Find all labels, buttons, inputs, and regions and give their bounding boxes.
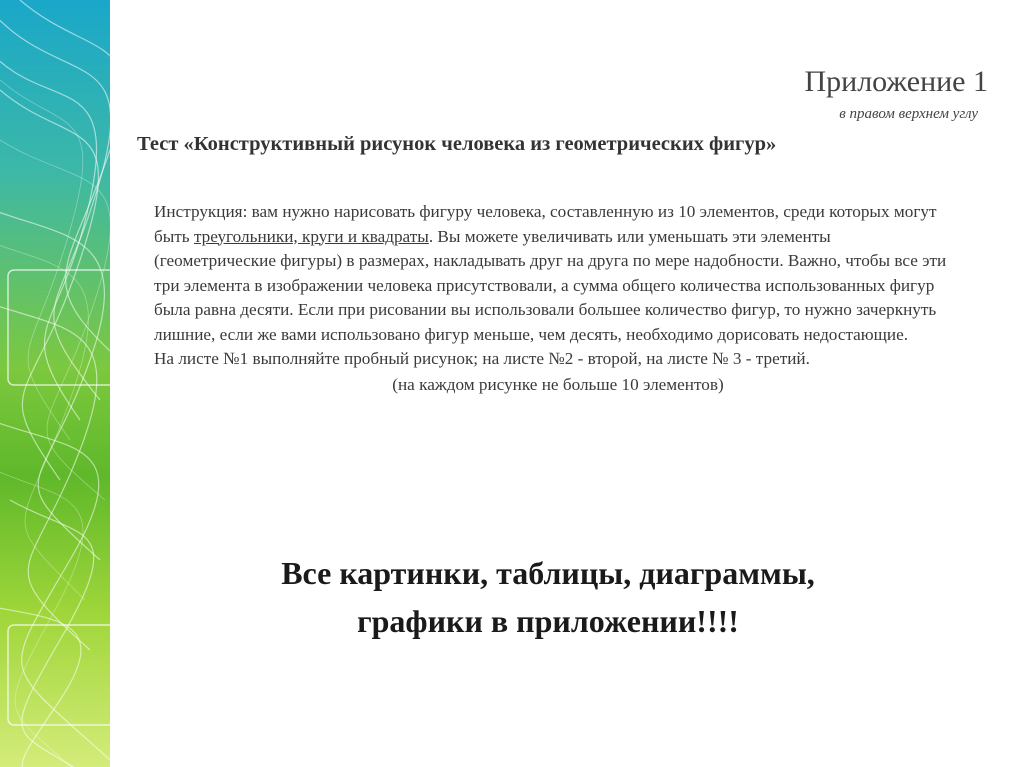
caption-line-1: Все картинки, таблицы, диаграммы, [281, 555, 815, 591]
slide-caption [110, 549, 986, 645]
instruction-underlined-shapes: треугольники, круги и квадраты [193, 226, 429, 246]
test-title: Тест «Конструктивный рисунок человека из геометрических фигур» [137, 133, 777, 155]
wave-pattern-icon [0, 0, 110, 767]
appendix-document [130, 60, 1000, 510]
appendix-title: Приложение 1 [804, 65, 988, 98]
instructions-block [154, 200, 954, 397]
instruction-paragraph [154, 200, 954, 347]
instruction-text-end: . Вы можете увеличивать или уменьшать эти элементы (геометрические фигуры) в размерах, накладывать друг на друга по мере надобности. Важно, чтобы все эти три элемента в изображении человека присутствовали, а сумма общего количества использованных фигур была равна десяти. Если при рисовании вы использовали большее количество фигур, то нужно зачеркнуть лишние, если же вами использовано фигур меньше, чем десять, необходимо дорисовать недостающие. [154, 226, 947, 344]
caption-line-2: графики в приложении!!!! [357, 603, 739, 639]
elements-note: (на каждом рисунке не больше 10 элементов) [392, 374, 724, 394]
sheets-instruction: На листе №1 выполняйте пробный рисунок; на листе №2 - второй, на листе № 3 - третий. [154, 349, 810, 368]
decorative-side-panel [0, 0, 110, 767]
instruction-text-start: Инструкция: вам нужно нарисовать фигуру человека, составленную из 10 элементов, среди которых могут быть [154, 202, 937, 246]
appendix-subtitle: в правом верхнем углу [839, 106, 978, 122]
